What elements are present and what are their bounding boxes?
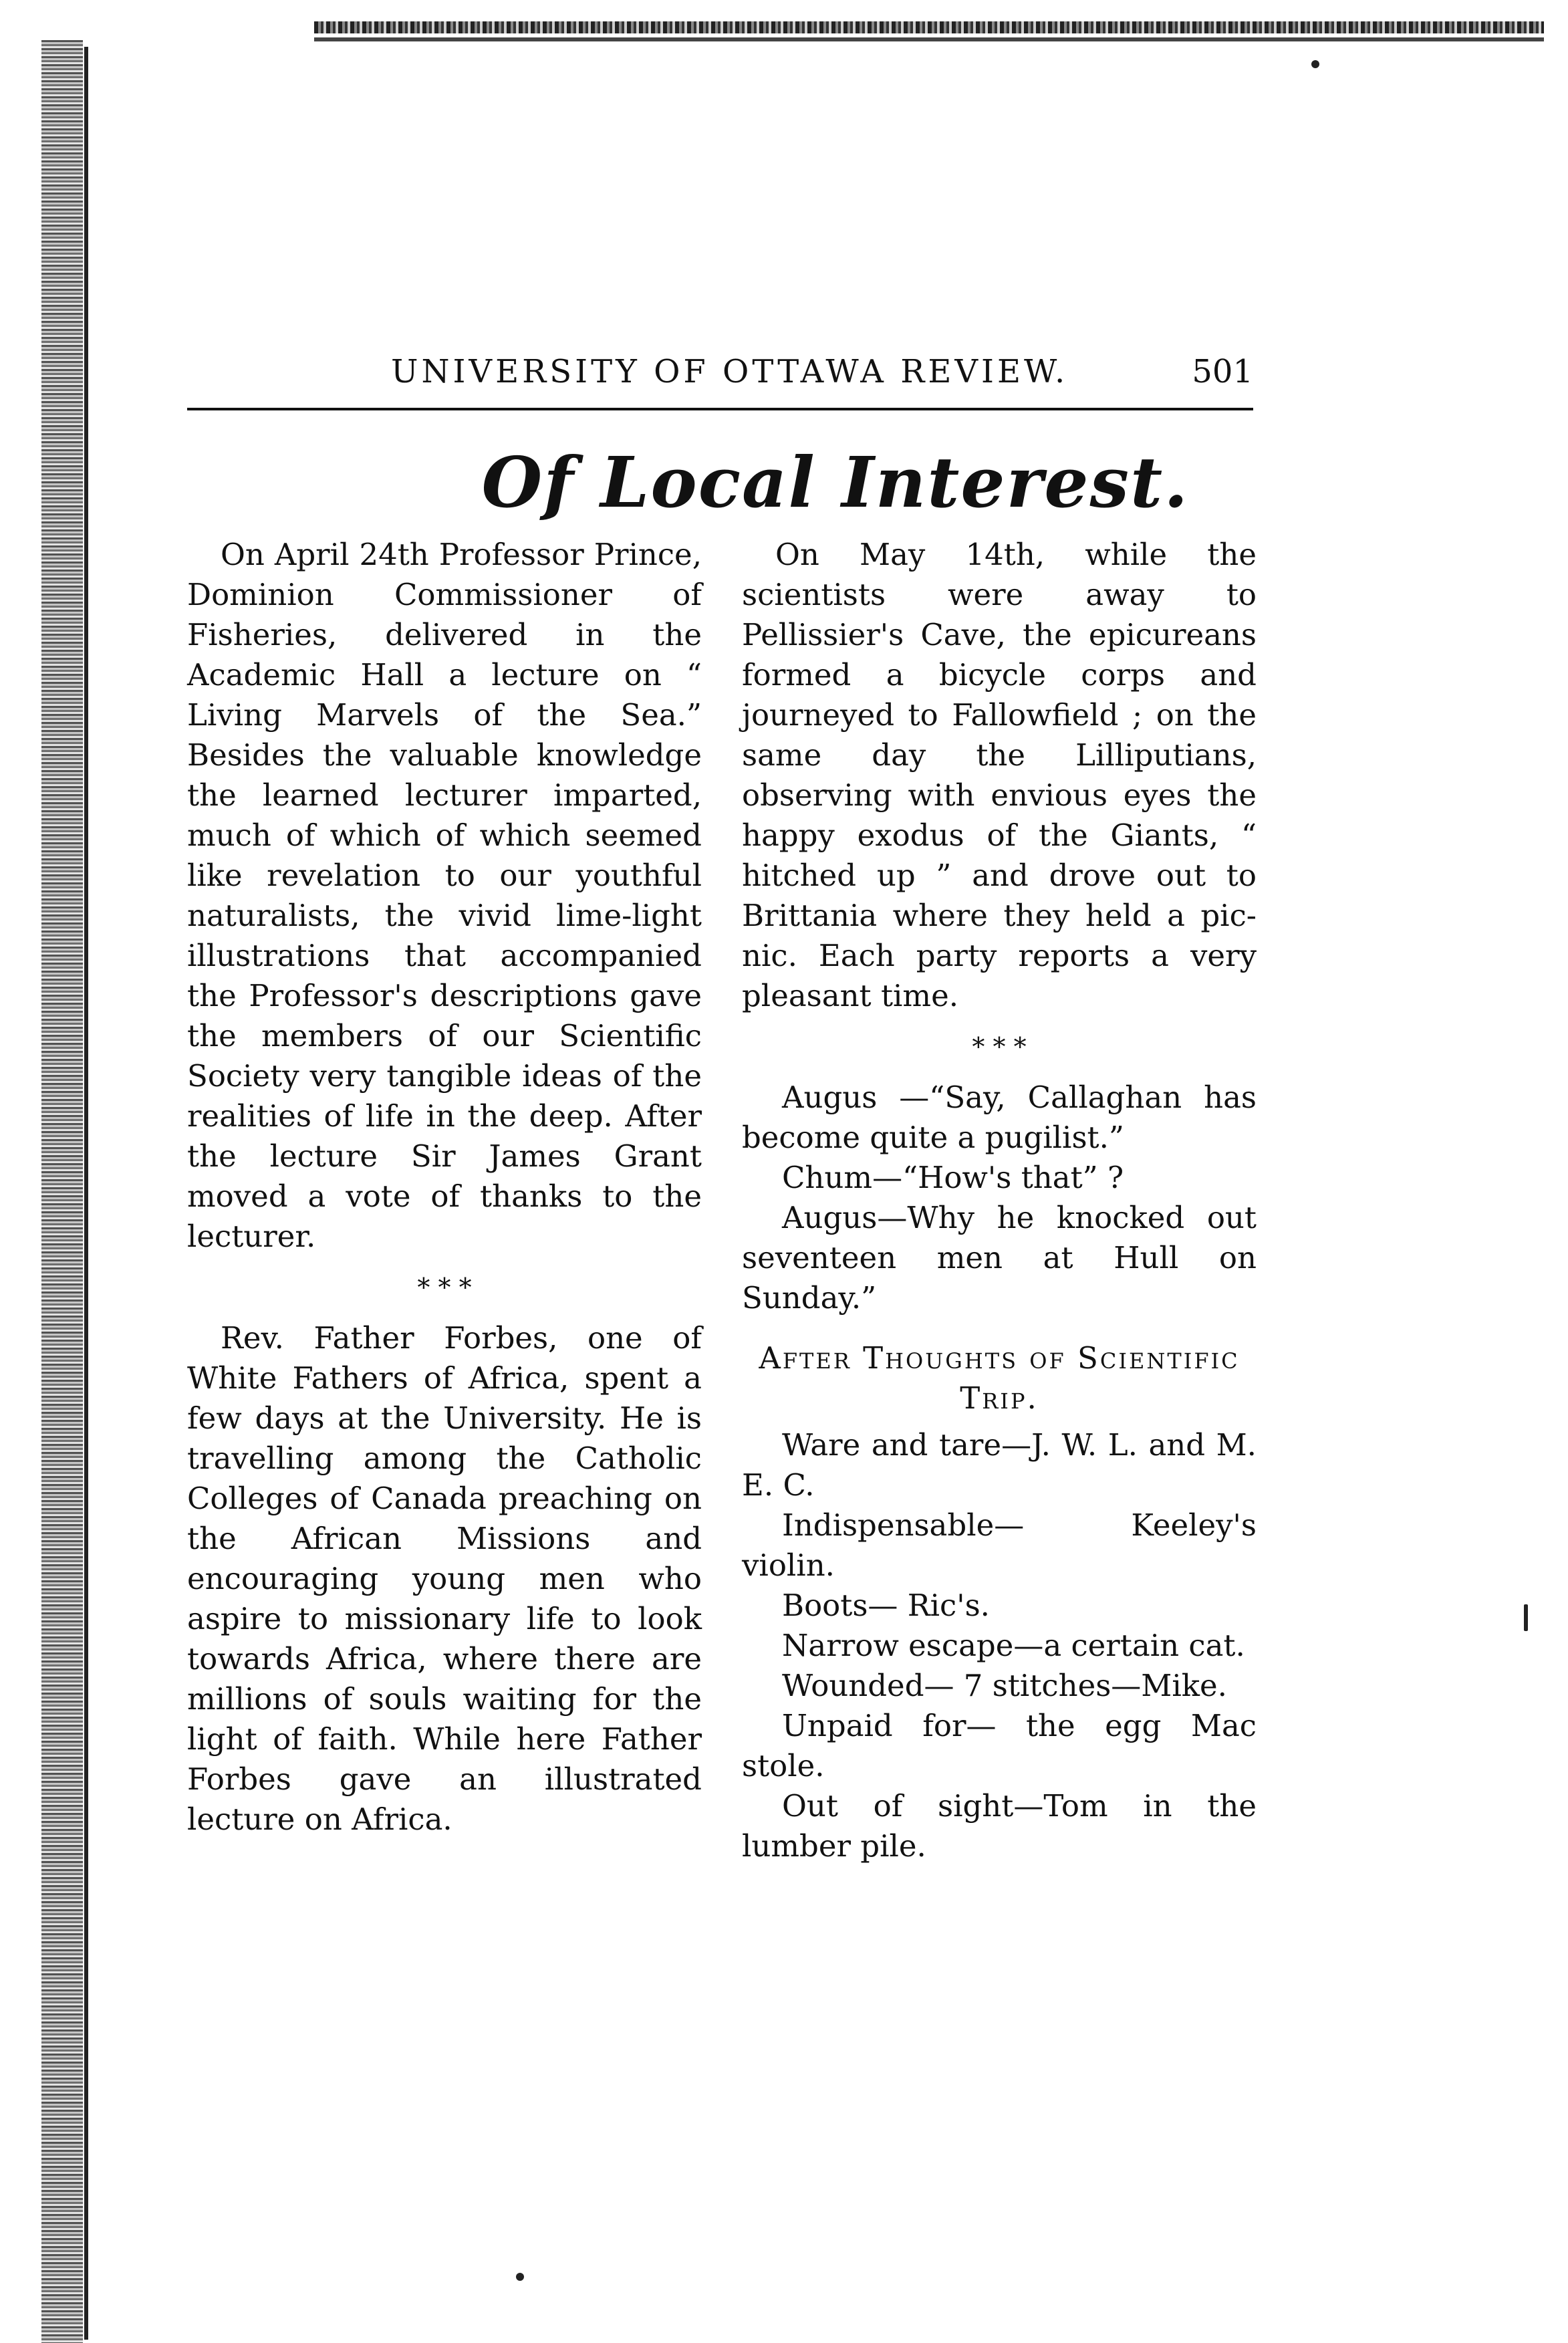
header-rule bbox=[187, 408, 1253, 410]
running-title: UNIVERSITY OF OTTAWA REVIEW. bbox=[391, 353, 1069, 390]
binding-shadow bbox=[84, 47, 88, 2340]
scan-speck bbox=[1311, 60, 1319, 68]
list-item: Indispensable— Keeley's violin. bbox=[742, 1507, 1257, 1583]
list-item: Narrow escape—a certain cat. bbox=[782, 1628, 1245, 1663]
section-separator: * * * bbox=[417, 1273, 472, 1302]
page-number: 501 bbox=[1192, 353, 1253, 390]
top-border-rule-lower bbox=[314, 37, 1544, 41]
page-header bbox=[391, 353, 1253, 400]
scan-speck bbox=[516, 2273, 524, 2281]
left-column bbox=[187, 535, 702, 1840]
subheading: After Thoughts of Scientific Trip. bbox=[759, 1340, 1240, 1416]
article-paragraph: On May 14th, while the scientists were away to Pellissier's Cave, the epicureans formed a bicycle corps and journeyed to Fallowfield ; on the same day the Lilliputians, observing with envious eyes the happy exodus of the Giants, “ hitched up ” and drove out to Brittania where they held a pic-nic. Each party reports a very pleasant time. bbox=[742, 537, 1257, 1013]
section-separator: * * * bbox=[972, 1032, 1027, 1062]
binding-edge bbox=[41, 40, 83, 2343]
item-list bbox=[742, 1425, 1257, 1866]
article-paragraph: Rev. Father Forbes, one of White Fathers of Africa, spent a few days at the University. He is travelling among the Catholic Colleges of Canada preaching on the African Missions and encouraging young men who aspire to missionary life to look towards Africa, where there are millions of souls waiting for the light of faith. While here Father Forbes gave an illustrated lecture on Africa. bbox=[187, 1320, 702, 1837]
dialogue-line: Augus—Why he knocked out seventeen men at Hull on Sunday.” bbox=[742, 1200, 1257, 1316]
dialogue-line: Augus —“Say, Callaghan has become quite a pugilist.” bbox=[742, 1080, 1257, 1155]
article-paragraph: On April 24th Professor Prince, Dominion Commissioner of Fisheries, delivered in the Academic Hall a lecture on “ Living Marvels of the Sea.” Besides the valuable knowledge the learned lecturer imparted, much of which of which seemed like revelation to our youthful naturalists, the vivid lime-light illustrations that accompanied the Professor's descriptions gave the members of our Scientific Society very tangible ideas of the realities of life in the deep. After the lecture Sir James Grant moved a vote of thanks to the lecturer. bbox=[187, 537, 702, 1254]
right-column bbox=[742, 535, 1257, 1866]
dialogue-block bbox=[742, 1078, 1257, 1318]
section-title: Of Local Interest. bbox=[481, 441, 1190, 523]
dialogue-line: Chum—“How's that” ? bbox=[782, 1160, 1124, 1195]
list-item: Unpaid for— the egg Mac stole. bbox=[742, 1708, 1257, 1783]
top-border-rule bbox=[314, 21, 1544, 33]
list-item: Boots— Ric's. bbox=[782, 1588, 990, 1623]
scan-mark bbox=[1524, 1604, 1528, 1631]
list-item: Ware and tare—J. W. L. and M. E. C. bbox=[742, 1427, 1257, 1503]
list-item: Wounded— 7 stitches—Mike. bbox=[782, 1668, 1227, 1703]
list-item: Out of sight—Tom in the lumber pile. bbox=[742, 1788, 1257, 1864]
